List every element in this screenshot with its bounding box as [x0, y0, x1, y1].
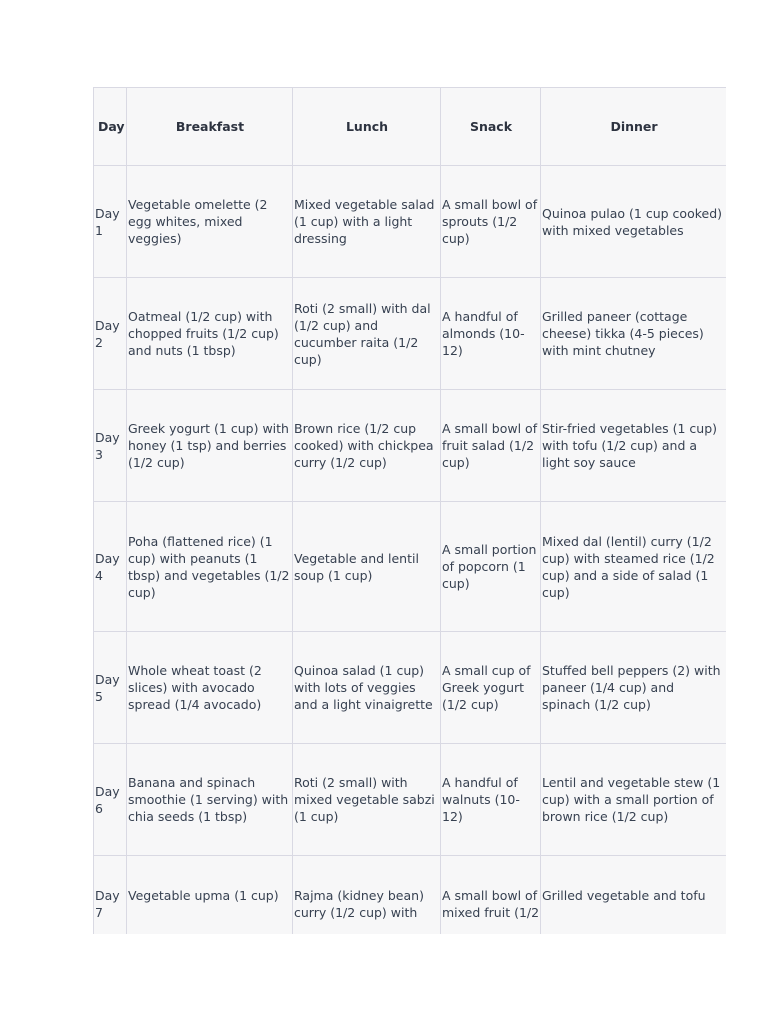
- header-day: Day: [94, 88, 127, 166]
- table-row: [94, 166, 727, 278]
- breakfast-cell: Oatmeal (1/2 cup) with chopped fruits (1/2 cup) and nuts (1 tbsp): [127, 278, 293, 390]
- lunch-cell: Brown rice (1/2 cup cooked) with chickpea curry (1/2 cup): [293, 390, 441, 502]
- day-cell: Day 6: [94, 744, 127, 856]
- breakfast-cell: Whole wheat toast (2 slices) with avocado spread (1/4 avocado): [127, 632, 293, 744]
- table-row: [94, 502, 727, 632]
- lunch-cell: Roti (2 small) with mixed vegetable sabzi (1 cup): [293, 744, 441, 856]
- table-header-row: [94, 88, 727, 166]
- dinner-cell: Stuffed bell peppers (2) with paneer (1/4 cup) and spinach (1/2 cup): [541, 632, 727, 744]
- day-cell: Day 4: [94, 502, 127, 632]
- breakfast-cell: Poha (flattened rice) (1 cup) with peanuts (1 tbsp) and vegetables (1/2 cup): [127, 502, 293, 632]
- dinner-cell: Quinoa pulao (1 cup cooked) with mixed vegetables: [541, 166, 727, 278]
- snack-cell: A small bowl of fruit salad (1/2 cup): [441, 390, 541, 502]
- snack-cell: A small bowl of mixed fruit (1/2: [441, 856, 541, 935]
- meal-plan-table-container: [93, 87, 726, 934]
- snack-cell: A small cup of Greek yogurt (1/2 cup): [441, 632, 541, 744]
- table-row: [94, 856, 727, 935]
- breakfast-cell: Greek yogurt (1 cup) with honey (1 tsp) and berries (1/2 cup): [127, 390, 293, 502]
- table-row: [94, 278, 727, 390]
- dinner-cell: Stir-fried vegetables (1 cup) with tofu (1/2 cup) and a light soy sauce: [541, 390, 727, 502]
- snack-cell: A small bowl of sprouts (1/2 cup): [441, 166, 541, 278]
- snack-cell: A handful of almonds (10-12): [441, 278, 541, 390]
- dinner-cell: Grilled paneer (cottage cheese) tikka (4-5 pieces) with mint chutney: [541, 278, 727, 390]
- table-row: [94, 390, 727, 502]
- lunch-cell: Mixed vegetable salad (1 cup) with a light dressing: [293, 166, 441, 278]
- dinner-cell: Lentil and vegetable stew (1 cup) with a small portion of brown rice (1/2 cup): [541, 744, 727, 856]
- day-cell: Day 5: [94, 632, 127, 744]
- breakfast-cell: Vegetable omelette (2 egg whites, mixed veggies): [127, 166, 293, 278]
- snack-cell: A handful of walnuts (10-12): [441, 744, 541, 856]
- day-cell: Day 7: [94, 856, 127, 935]
- lunch-cell: Quinoa salad (1 cup) with lots of veggies and a light vinaigrette: [293, 632, 441, 744]
- header-lunch: Lunch: [293, 88, 441, 166]
- snack-cell: A small portion of popcorn (1 cup): [441, 502, 541, 632]
- dinner-cell: Grilled vegetable and tofu: [541, 856, 727, 935]
- header-snack: Snack: [441, 88, 541, 166]
- lunch-cell: Roti (2 small) with dal (1/2 cup) and cucumber raita (1/2 cup): [293, 278, 441, 390]
- header-breakfast: Breakfast: [127, 88, 293, 166]
- breakfast-cell: Banana and spinach smoothie (1 serving) with chia seeds (1 tbsp): [127, 744, 293, 856]
- dinner-cell: Mixed dal (lentil) curry (1/2 cup) with steamed rice (1/2 cup) and a side of salad (1 cup): [541, 502, 727, 632]
- header-dinner: Dinner: [541, 88, 727, 166]
- table-row: [94, 632, 727, 744]
- lunch-cell: Rajma (kidney bean) curry (1/2 cup) with: [293, 856, 441, 935]
- breakfast-cell: Vegetable upma (1 cup): [127, 856, 293, 935]
- day-cell: Day 1: [94, 166, 127, 278]
- meal-plan-table: [93, 87, 726, 934]
- table-row: [94, 744, 727, 856]
- day-cell: Day 2: [94, 278, 127, 390]
- day-cell: Day 3: [94, 390, 127, 502]
- lunch-cell: Vegetable and lentil soup (1 cup): [293, 502, 441, 632]
